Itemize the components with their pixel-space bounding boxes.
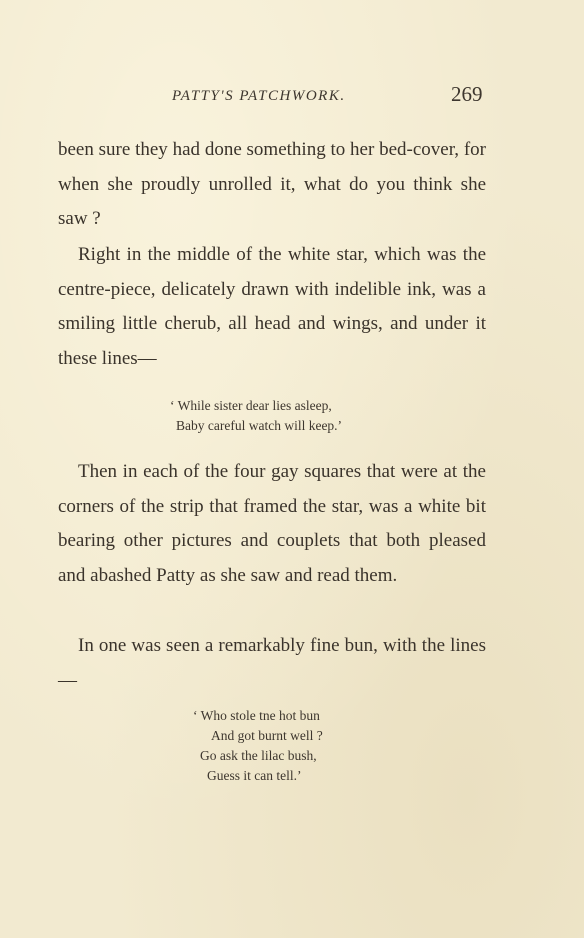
verse-cherub	[170, 396, 342, 436]
verse-line: Go ask the lilac bush,	[200, 748, 317, 763]
running-header-title: PATTY'S PATCHWORK.	[172, 88, 346, 104]
paragraph-4: In one was seen a remarkably fine bun, with the lines—	[58, 635, 486, 691]
paragraph-2: Right in the middle of the white star, which was the centre-piece, delicately drawn with indelible ink, was a smiling little cherub, all head and wings, and under it these lines—	[58, 244, 486, 370]
verse-line: Guess it can tell.’	[207, 768, 302, 783]
verse-line: Baby careful watch will keep.’	[176, 418, 343, 433]
verse-bun	[193, 706, 323, 786]
paragraph-3: Then in each of the four gay squares that were at the corners of the strip that framed the star, was a white bit bearing other pictures and couplets that both pleased and abashed Patty as she saw and read them.	[58, 461, 486, 587]
verse-line: ‘ Who stole tne hot bun	[193, 708, 320, 723]
verse-line: ‘ While sister dear lies asleep,	[170, 398, 332, 413]
verse-line: And got burnt well ?	[211, 728, 323, 743]
paragraph-1: been sure they had done something to her bed-cover, for when she proudly unrolled it, what do you think she saw ?	[58, 139, 486, 230]
page-number: 269	[451, 82, 483, 106]
